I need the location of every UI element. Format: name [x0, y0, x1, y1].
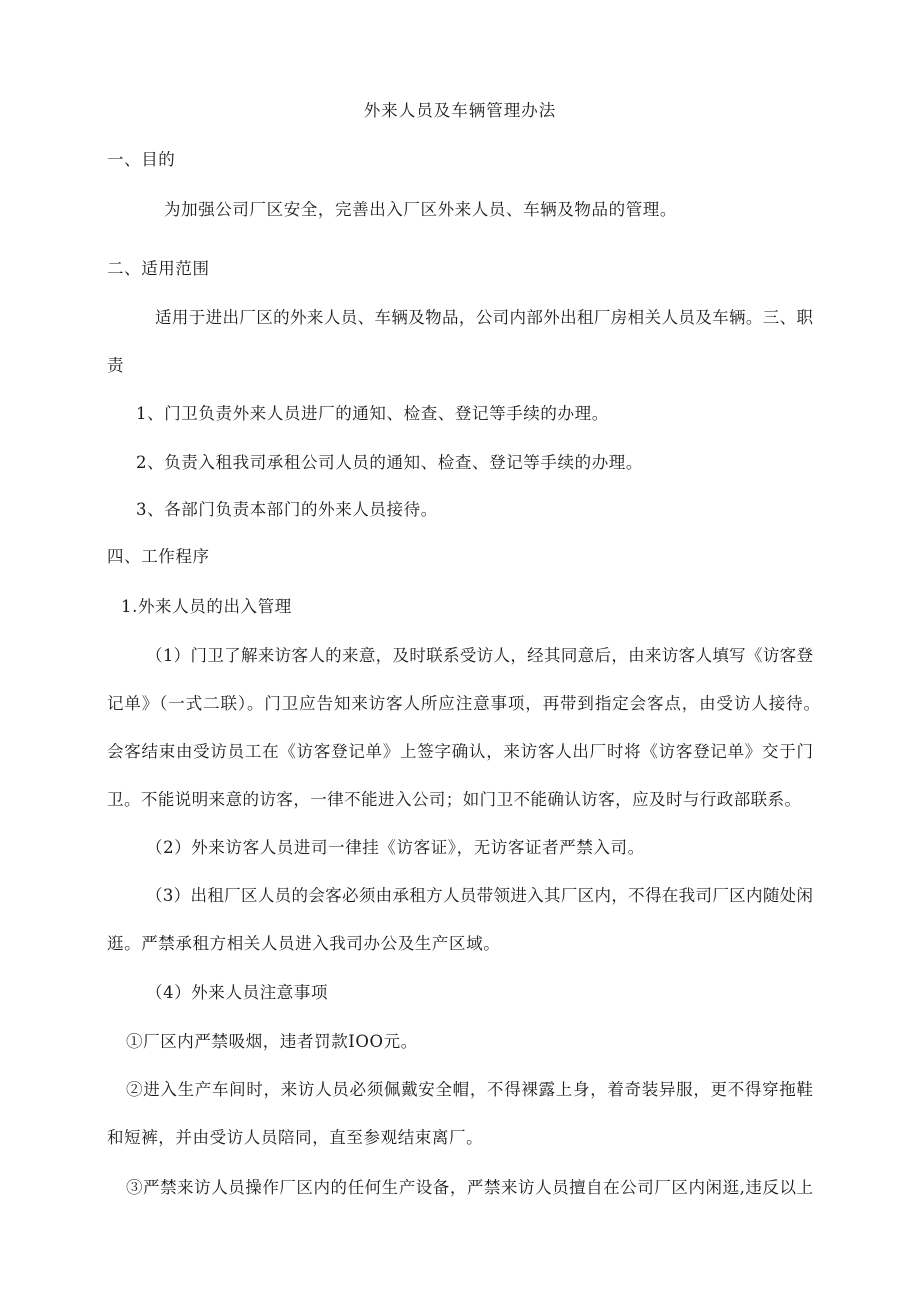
procedure-p1-line-1: （1）门卫了解来访客人的来意，及时联系受访人，经其同意后，由来访客人填写《访客登 — [146, 646, 813, 665]
responsibility-item-3: 3、各部门负责本部门的外来人员接待。 — [136, 500, 438, 519]
document-title: 外来人员及车辆管理办法 — [363, 101, 557, 120]
procedure-p3-line-2: 逛。严禁承租方相关人员进入我司办公及生产区域。 — [107, 934, 501, 953]
purpose-paragraph: 为加强公司厂区安全，完善出入厂区外来人员、车辆及物品的管理。 — [164, 200, 677, 219]
procedure-p1-line-4: 卫。不能说明来意的访客，一律不能进入公司；如门卫不能确认访客，应及时与行政部联系。 — [107, 790, 801, 809]
notice-item-2-line-1: ②进入生产车间时，来访人员必须佩戴安全帽，不得裸露上身，着奇装异服，更不得穿拖鞋 — [126, 1080, 813, 1099]
procedure-p1-line-2: 记单》（一式二联）。门卫应告知来访客人所应注意事项，再带到指定会客点，由受访人接待。 — [107, 694, 820, 713]
section-heading-procedure: 四、工作程序 — [107, 547, 210, 566]
procedure-p3-line-1: （3）出租厂区人员的会客必须由承租方人员带领进入其厂区内，不得在我司厂区内随处闲 — [146, 886, 813, 905]
procedure-p4-heading: （4）外来人员注意事项 — [146, 983, 329, 1002]
procedure-p1-line-3: 会客结束由受访员工在《访客登记单》上签字确认，来访客人出厂时将《访客登记单》交于门 — [107, 742, 813, 761]
notice-item-3-line-1: ③严禁来访人员操作厂区内的任何生产设备，严禁来访人员擅自在公司厂区内闲逛,违反以上 — [126, 1178, 813, 1197]
scope-paragraph-line-2: 责 — [107, 356, 125, 375]
responsibility-item-1: 1、门卫负责外来人员进厂的通知、检查、登记等手续的办理。 — [136, 404, 609, 423]
section-heading-purpose: 一、目的 — [107, 150, 176, 169]
responsibility-item-2: 2、负责入租我司承租公司人员的通知、检查、登记等手续的办理。 — [136, 453, 643, 472]
notice-item-1: ①厂区内严禁吸烟，违者罚款IOO元。 — [126, 1032, 418, 1051]
procedure-p2: （2）外来访客人员进司一律挂《访客证》，无访客证者严禁入司。 — [146, 838, 645, 857]
notice-item-2-line-2: 和短裤，并由受访人员陪同，直至参观结束离厂。 — [107, 1128, 484, 1147]
subheading-visitor-access: 1.外来人员的出入管理 — [121, 597, 292, 616]
section-heading-scope: 二、适用范围 — [107, 259, 210, 278]
scope-paragraph-line-1: 适用于进出厂区的外来人员、车辆及物品，公司内部外出租厂房相关人员及车辆。三、职 — [155, 308, 813, 327]
